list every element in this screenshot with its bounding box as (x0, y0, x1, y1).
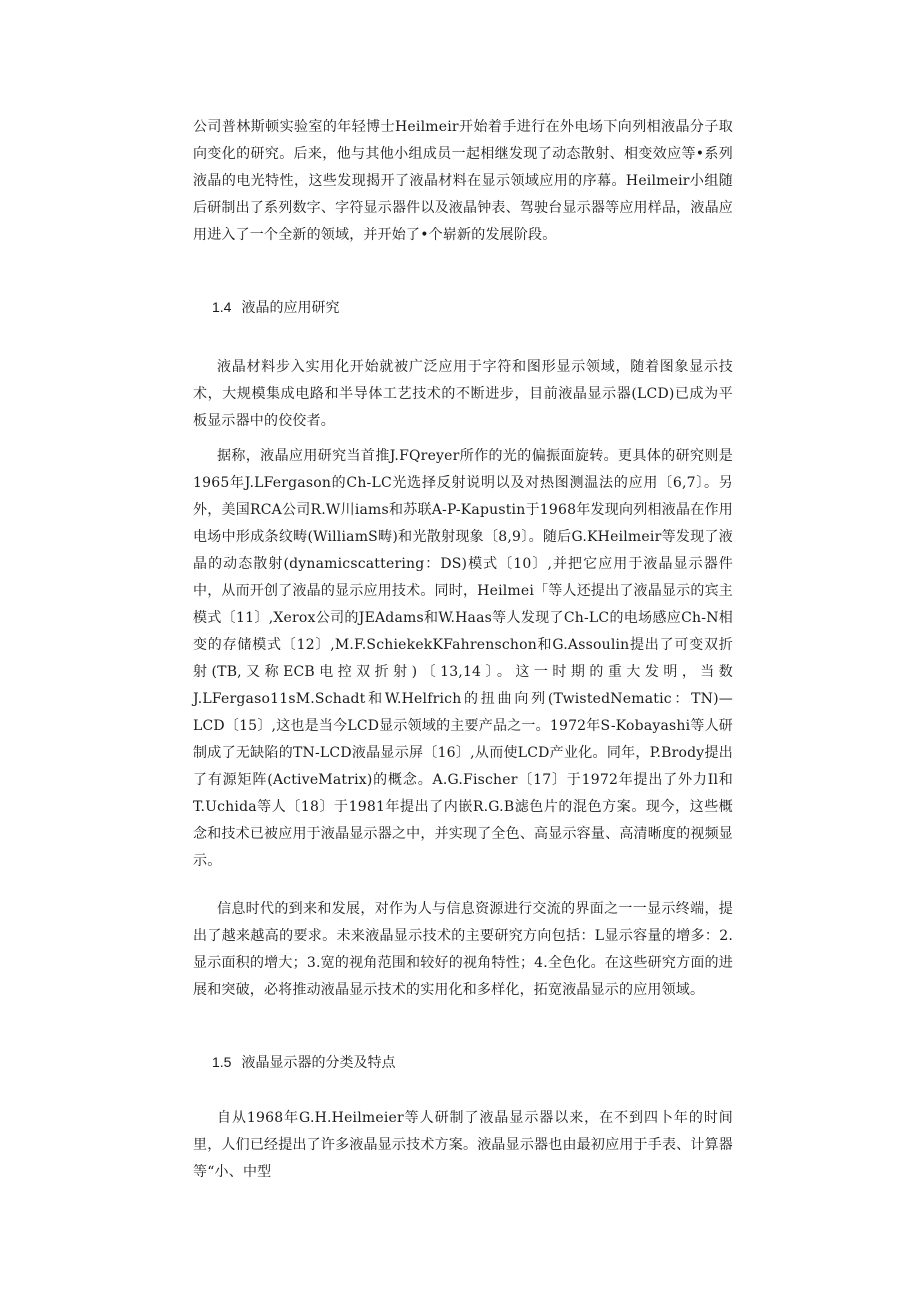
section-heading-1-4 (212, 297, 339, 318)
paragraph-heilmeir-research: 公司普林斯顿实验室的年轻博士Heilmeir开始着手进行在外电场下向列相液晶分子取向变化的研究。后来，他与其他小组成员一起相继发现了动态散射、相变效应等•系列液晶的电光特性，这些发现揭开了液晶材料在显示领域应用的序幕。Heilmeir小组随后研制出了系列数字、字符显示器件以及液晶钟表、驾驶台显示器等应用样品，液晶应用进入了一个全新的领域，并开始了•个崭新的发展阶段。 (193, 119, 733, 243)
paragraph-lcd-application: 液晶材料步入实用化开始就被广泛应用于字符和图形显示领域，随着图象显示技术，大规模集成电路和半导体工艺技术的不断进步，目前液晶显示器(LCD)已成为平板显示器中的佼佼者。 (193, 359, 733, 429)
paragraph-future-directions: 信息时代的到来和发展，对作为人与信息资源进行交流的界面之一一显示终端，提出了越来越高的要求。未来液晶显示技术的主要研究方向包括：L显示容量的增多：2.显示面积的增大；3.宽的视角范围和较好的视角特性；4.全色化。在这些研究方面的进展和突破，必将推动液晶显示技术的实用化和多样化，拓宽液晶显示的应用领域。 (193, 901, 733, 998)
section-number: 1.5 (212, 1054, 232, 1070)
section-title: 液晶的应用研究 (241, 300, 340, 316)
section-number: 1.4 (212, 299, 232, 315)
section-heading-1-5 (212, 1052, 395, 1073)
paragraph-research-history: 据称，液晶应用研究当首推J.FQreyer所作的光的偏振面旋转。更具体的研究则是1965年J.LFergason的Ch-LC光选择反射说明以及对热图测温法的应用〔6,7〕。另外，美国RCA公司R.W川iams和苏联A-P-Kapustin于1968年发现向列相液晶在作用电场中形成条纹畴(WilliamS畴)和光散射现象〔8,9〕。随后G.KHeilmeir等发现了液晶的动态散射(dynamicscattering：DS)模式〔10〕,并把它应用于液晶显示器件中，从而开创了液晶的显示应用技术。同时，Heilmei「等人还提出了液晶显示的宾主模式〔11〕,Xerox公司的JEAdams和W.Haas等人发现了Ch-LC的电场感应Ch-N相变的存储模式〔12〕,M.F.SchiekekKFahrenschon和G.Assoulin提出了可变双折射(TB,又称ECB电控双折射)〔13,14〕。这一时期的重大发明，当数J.LFergaso11sM.Schadt和W.Helfrich的扭曲向列(TwistedNematic：TN)—LCD〔15〕,这也是当今LCD显示领域的主要产品之一。1972年S-Kobayashi等人研制成了无缺陷的TN-LCD液晶显示屏〔16〕,从而使LCD产业化。同年，P.Brody提出了有源矩阵(ActiveMatrix)的概念。A.G.Fischer〔17〕于1972年提出了外力Il和T.Uchida等人〔18〕于1981年提出了内嵌R.G.B滤色片的混色方案。现今，这些概念和技术已被应用于液晶显示器之中，并实现了全色、高显示容量、高清晰度的视频显示。 (193, 448, 733, 869)
paragraph-lcd-classification: 自从1968年G.H.Heilmeier等人研制了液晶显示器以来，在不到四卜年的时间里，人们已经提出了许多液晶显示技术方案。液晶显示器也由最初应用于手表、计算器等“小、中型 (193, 1110, 733, 1180)
section-title: 液晶显示器的分类及特点 (241, 1055, 396, 1071)
